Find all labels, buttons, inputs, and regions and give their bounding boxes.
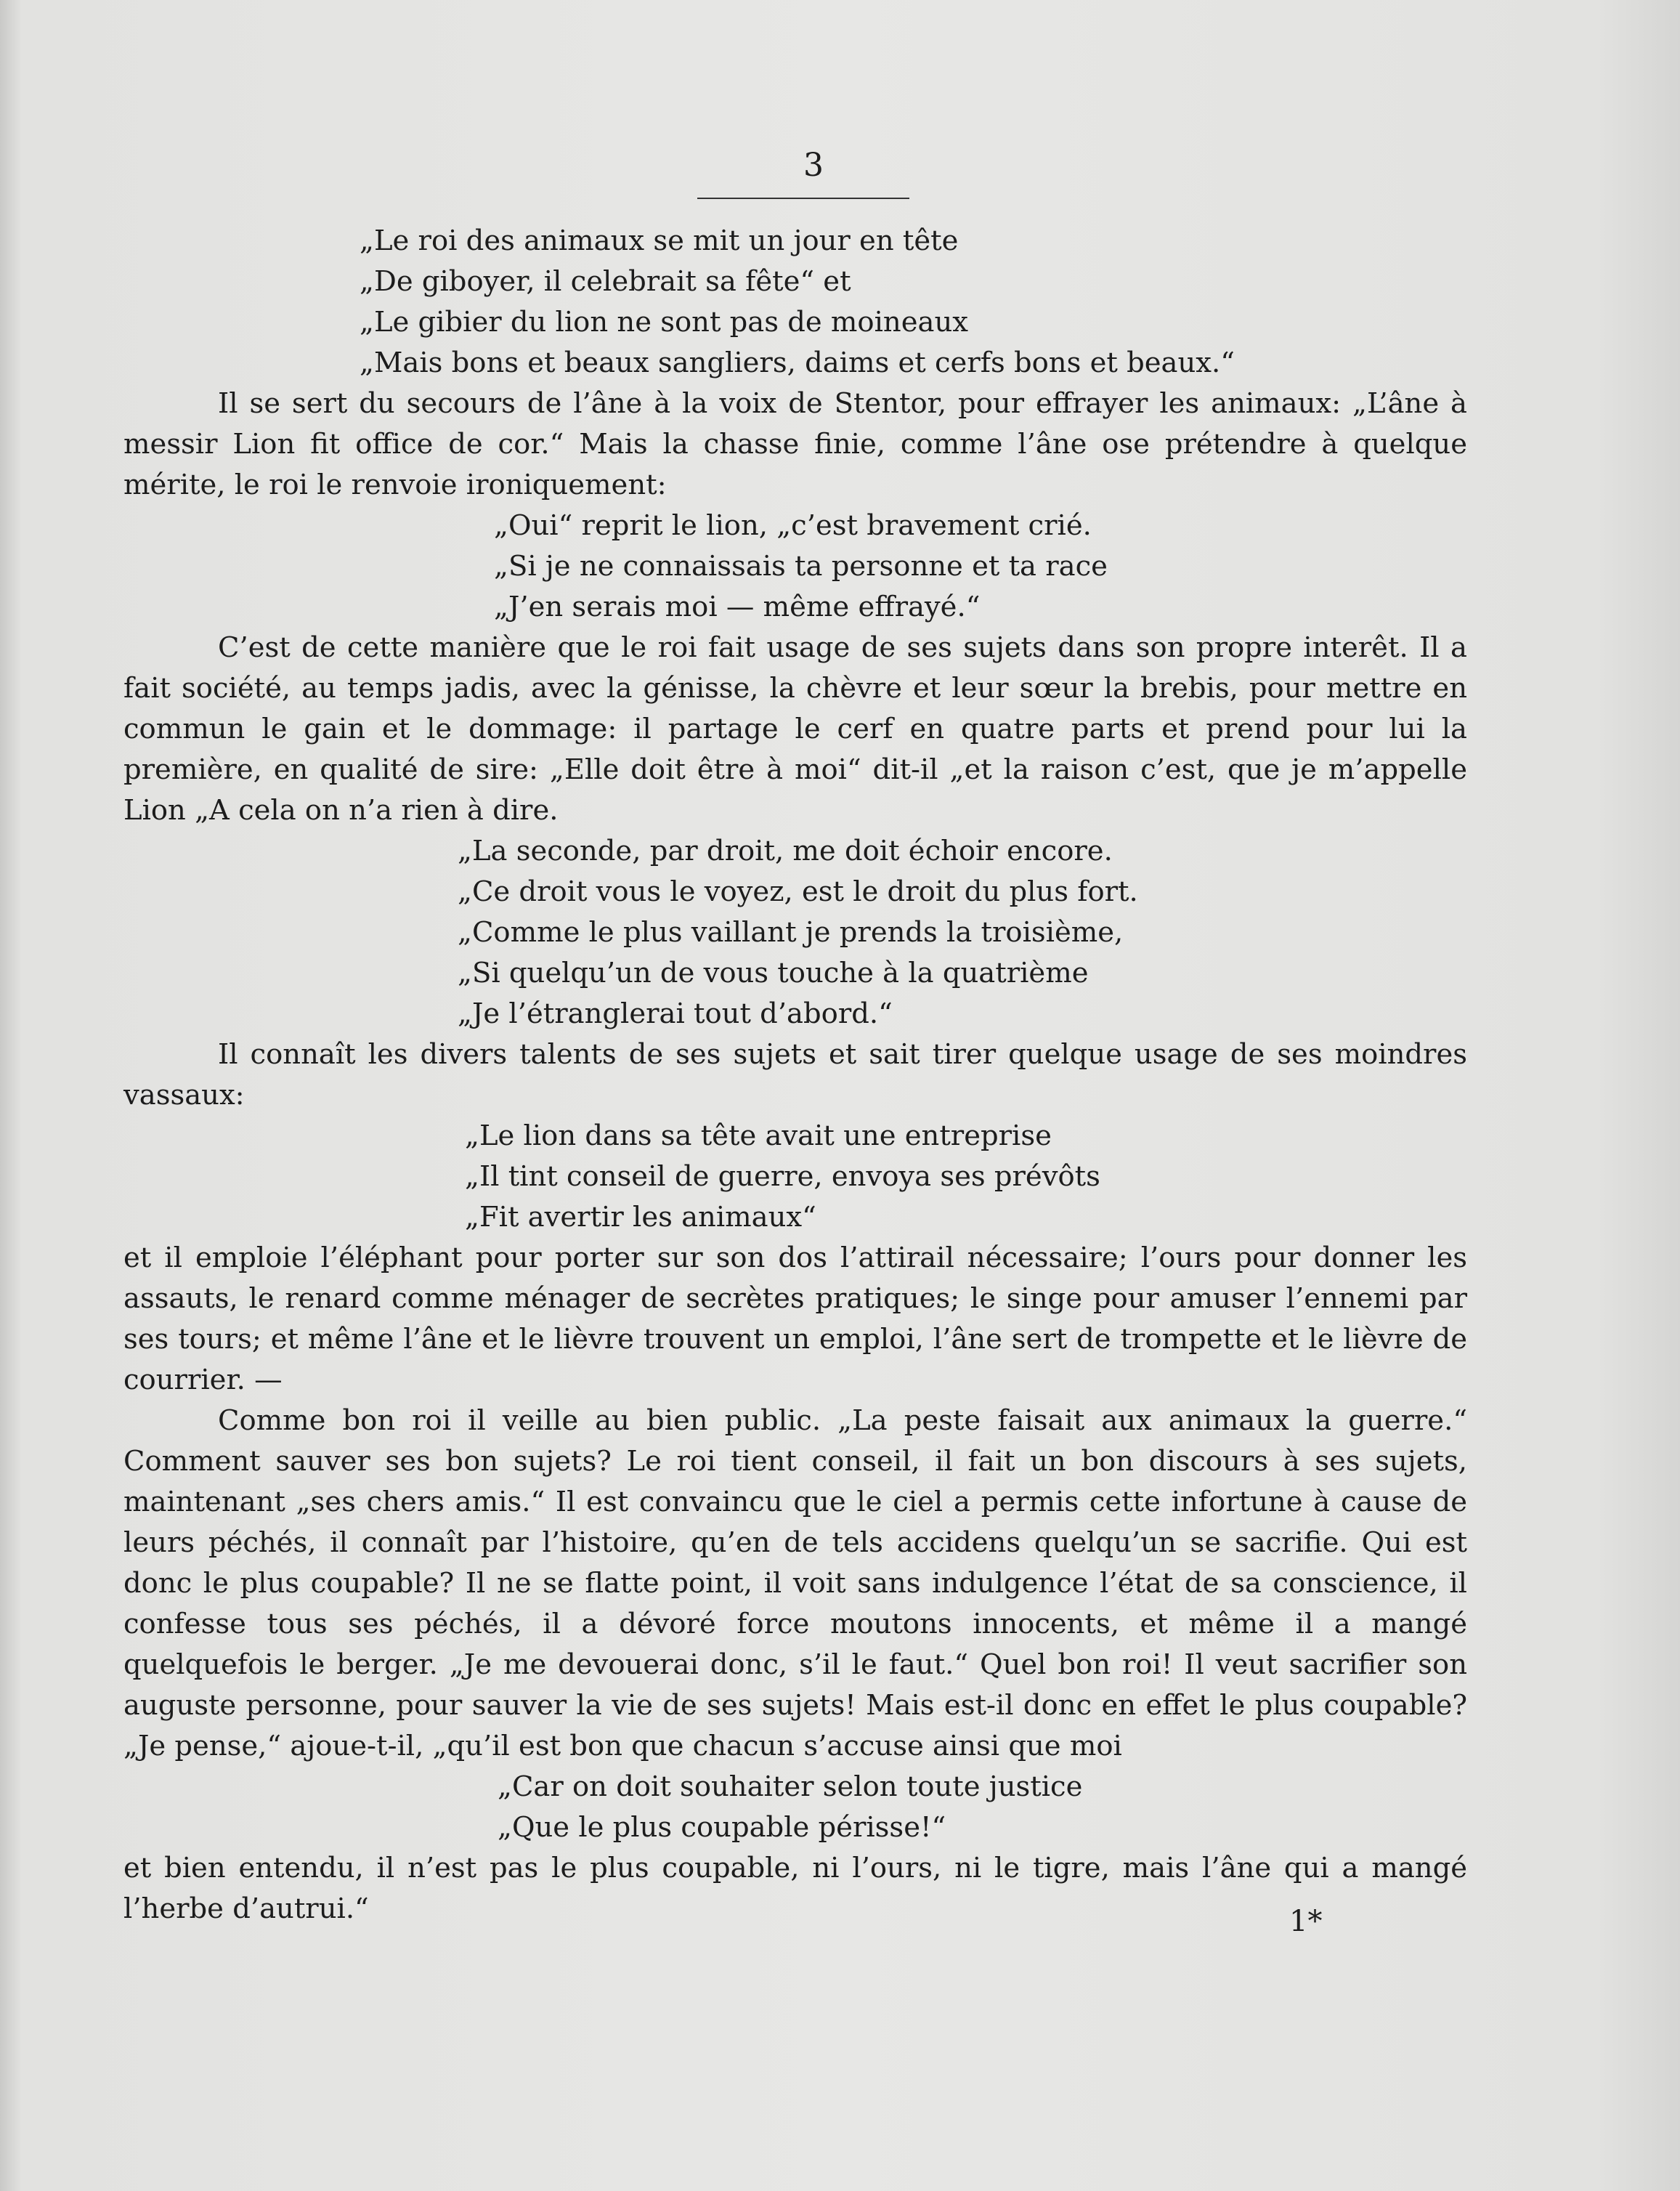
verse-line: „J’en serais moi — même effrayé.“ [494,591,981,623]
paragraph: C’est de cette manière que le roi fait usage de ses sujets dans son propre interêt. Il a fait société, au temps jadis, avec la génisse, la chèvre et leur sœur la brebis, pour mettre en commun le gain et le dommage: il partage le cerf en quatre parts et prend pour lui la première, en qualité de sire: „Elle doit être à moi“ dit-il „et la raison c’est, que je m’appelle Lion „A cela on n’a rien à dire. [123,631,1467,827]
verse-line: „Si je ne connaissais ta personne et ta race [494,550,1108,583]
paragraph: et il emploie l’éléphant pour porter sur son dos l’attirail nécessaire; l’ours pour donner les assauts, le renard comme ménager de secrètes pratiques; le singe pour amuser l’ennemi par ses tours; et même l’âne et le lièvre trouvent un emploi, l’âne sert de trompette et le lièvre de courrier. — [123,1242,1467,1396]
paragraph: Il connaît les divers talents de ses sujets et sait tirer quelque usage de ses moindres vassaux: [123,1038,1467,1111]
verse-line: „Oui“ reprit le lion, „c’est bravement crié. [494,509,1092,542]
verse-block [123,831,1467,1034]
verse-block [123,1116,1467,1238]
paragraph: et bien entendu, il n’est pas le plus coupable, ni l’ours, ni le tigre, mais l’âne qui a mangé l’herbe d’autrui.“ [123,1852,1467,1925]
verse-line: „Le lion dans sa tête avait une entreprise [465,1119,1052,1152]
verse-line: „Il tint conseil de guerre, envoya ses prévôts [465,1160,1100,1193]
verse-block [123,1767,1467,1848]
verse-line: „Comme le plus vaillant je prends la troisième, [458,916,1124,949]
verse-block [123,506,1467,628]
paragraph: Il se sert du secours de l’âne à la voix de Stentor, pour effrayer les animaux: „L’âne à messir Lion fit office de cor.“ Mais la chasse finie, comme l’âne ose prétendre à quelque mérite, le roi le renvoie ironiquement: [123,387,1467,501]
verse-line: „La seconde, par droit, me doit échoir encore. [458,835,1113,867]
verse-line: „Que le plus coupable périsse!“ [498,1811,946,1844]
verse-line: „Ce droit vous le voyez, est le droit du plus fort. [458,875,1138,908]
signature-mark: 1* [1289,1905,1323,1938]
page-body [123,221,1467,1929]
verse-line: „Le gibier du lion ne sont pas de moineaux [360,306,968,339]
verse-line: „Mais bons et beaux sangliers, daims et cerfs bons et beaux.“ [360,347,1235,379]
verse-line: „Car on doit souhaiter selon toute justice [498,1770,1083,1803]
verse-line: „Si quelqu’un de vous touche à la quatrième [458,957,1089,989]
header-rule [697,198,909,199]
paragraph: Comme bon roi il veille au bien public. „La peste faisait aux animaux la guerre.“ Comment sauver ses bon sujets? Le roi tient conseil, il fait un bon discours à ses sujets, maintenant „ses chers amis.“ Il est convaincu que le ciel a permis cette infortune à cause de leurs péchés, il connaît par l’histoire, qu’en de tels accidens quelqu’un se sacrifie. Qui est donc le plus coupable? Il ne se flatte point, il voit sans indulgence l’état de sa conscience, il confesse tous ses péchés, il a dévoré force moutons innocents, et même il a mangé quelquefois le berger. „Je me devouerai donc, s’il le faut.“ Quel bon roi! Il veut sacrifier son auguste personne, pour sauver la vie de ses sujets! Mais est-il donc en effet le plus coupable? „Je pense,“ ajoue-t-il, „qu’il est bon que chacun s’accuse ainsi que moi [123,1404,1467,1762]
verse-line: „De giboyer, il celebrait sa fête“ et [360,265,851,298]
page-number: 3 [803,147,824,184]
verse-line: „Le roi des animaux se mit un jour en tête [360,224,959,257]
verse-line: „Je l’étranglerai tout d’abord.“ [458,997,893,1030]
verse-line: „Fit avertir les animaux“ [465,1201,816,1234]
verse-block [123,221,1467,384]
